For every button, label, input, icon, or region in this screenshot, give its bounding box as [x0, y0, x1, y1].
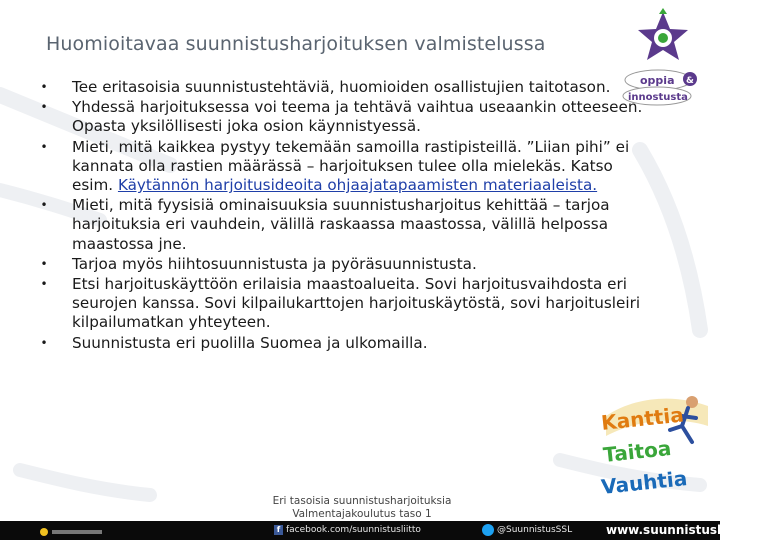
bullet-text: Yhdessä harjoituksessa voi teema ja tehtävä vaihtua useaankin otteeseen. Opasta yksilöllisesti joka osion käynnistyessä.: [72, 98, 643, 136]
bullet-dot: •: [40, 80, 48, 94]
twitter-icon: [482, 524, 494, 536]
bullet-dot: •: [40, 256, 48, 271]
logo-ampersand: &: [686, 76, 694, 86]
logo-line-vauhtia: Vauhtia: [600, 466, 689, 499]
runner-logo-icon: [596, 386, 714, 508]
facebook-icon: f: [274, 525, 283, 535]
facebook-link[interactable]: facebook.com/suunnistusliitto: [286, 525, 421, 535]
bullet-item: [38, 196, 658, 254]
slide-title: Huomioitavaa suunnistusharjoituksen valmistelussa: [46, 33, 546, 55]
bullet-dot: •: [40, 100, 48, 115]
bullet-text: Suunnistusta eri puolilla Suomea ja ulkomailla.: [72, 333, 428, 352]
bullet-text: Mieti, mitä fyysisiä ominaisuuksia suunnistusharjoitus kehittää – tarjoa harjoituksia eri vauhdein, välillä raskaassa maastossa, välillä helpossa maastossa jne.: [72, 196, 610, 253]
bullet-item: [38, 275, 658, 333]
twitter-handle[interactable]: @SuunnistusSSL: [497, 525, 573, 535]
footer-caption: [262, 495, 462, 521]
logo-line-kanttia: Kanttia: [600, 402, 685, 435]
logo-word-innostusta: innostusta: [628, 92, 688, 103]
footer-caption-line1: Eri tasoisia suunnistusharjoituksia: [272, 495, 452, 507]
bullet-item: [38, 98, 658, 136]
bullet-item: [38, 334, 658, 353]
bullet-dot: •: [40, 335, 48, 350]
bullet-text: Etsi harjoituskäyttöön erilaisia maastoalueita. Sovi harjoitusvaihdosta eri seurojen kanssa. Sovi kilpailukarttojen harjoituskäytöstä, sovi harjoitusleiri kilpailumatkan yhteyteen.: [72, 275, 641, 332]
bullet-dot: •: [40, 139, 48, 154]
footer-bar: [0, 521, 763, 540]
bullet-dot: •: [40, 198, 48, 213]
bullet-item: [38, 255, 658, 274]
ssl-logo-icon: [38, 527, 108, 537]
bullet-list: [38, 78, 658, 354]
bullet-item: [38, 138, 658, 196]
website-link[interactable]: www.suunnistusliitto.fi: [606, 523, 763, 537]
training-ideas-link[interactable]: Käytännön harjoitusideoita ohjaajatapaamisten materiaaleista.: [117, 176, 598, 195]
logo-line-taitoa: Taitoa: [602, 435, 673, 467]
bullet-text: Tarjoa myös hiihtosuunnistusta ja pyöräsuunnistusta.: [72, 254, 477, 273]
bullet-text: Mieti, mitä kaikkea pystyy tekemään samoilla rastipisteillä. ”Liian pihi” ei kannata olla rastien määrässä – harjoituksen tulee olla mielekäs. Katso esim.: [72, 137, 630, 195]
logo-word-oppia: oppia: [640, 74, 675, 87]
footer-caption-line2: Valmentajakoulutus taso 1: [292, 508, 432, 520]
bullet-dot: •: [40, 277, 48, 292]
bullet-item: [38, 78, 658, 97]
bullet-text: Tee eritasoisia suunnistustehtäviä, huomioiden osallistujien taitotason.: [72, 78, 611, 96]
